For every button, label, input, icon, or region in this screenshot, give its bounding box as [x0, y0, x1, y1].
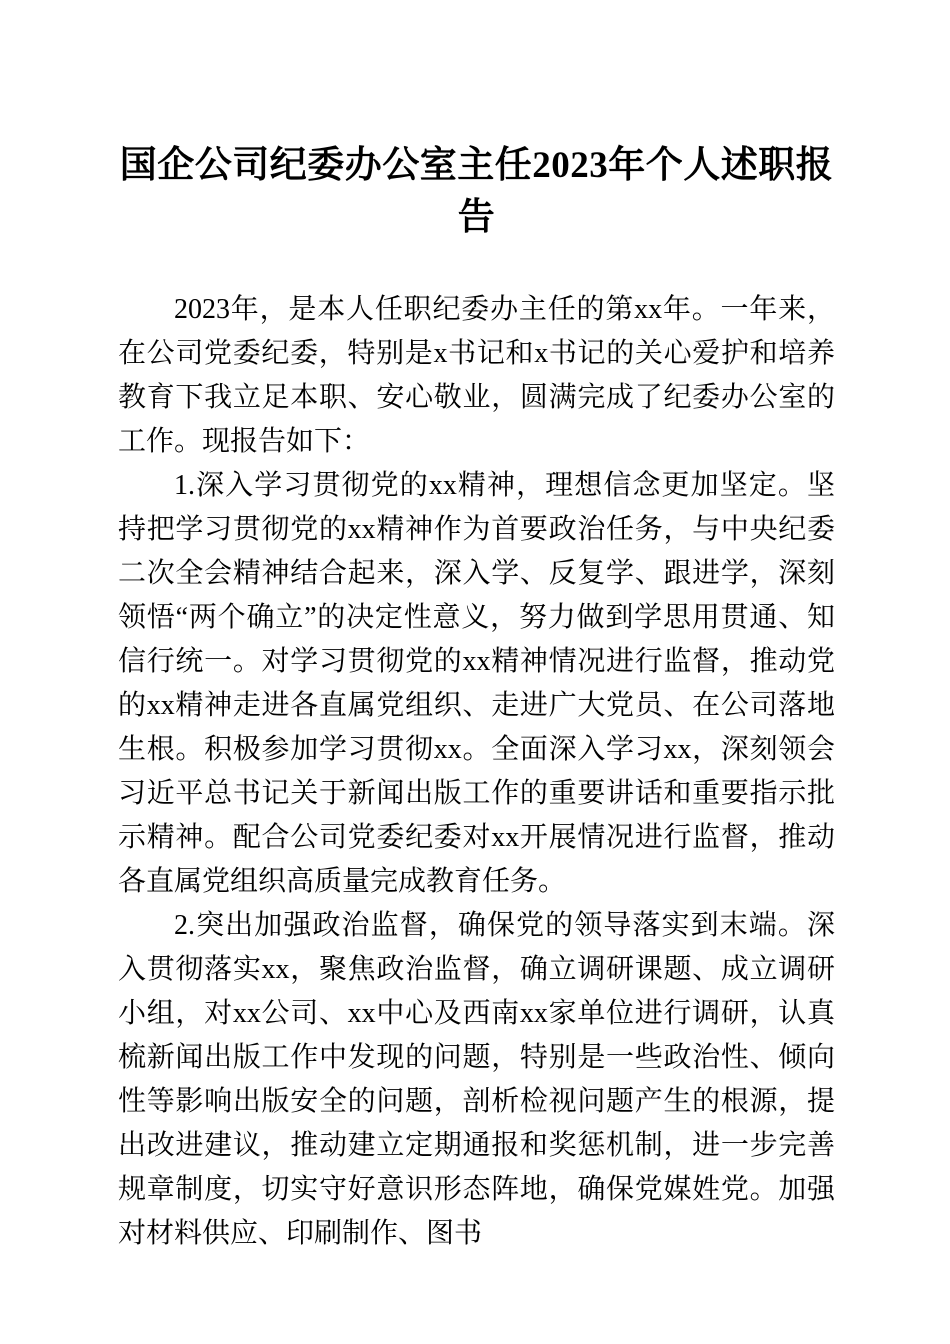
- paragraph-point-2: 2.突出加强政治监督，确保党的领导落实到末端。深入贯彻落实xx，聚焦政治监督，确立调研课题、成立调研小组，对xx公司、xx中心及西南xx家单位进行调研，认真梳新闻出版工作中发现的问题，特别是一些政治性、倾向性等影响出版安全的问题，剖析检视问题产生的根源，提出改进建议，推动建立定期通报和奖惩机制，进一步完善规章制度，切实守好意识形态阵地，确保党媒姓党。加强对材料供应、印刷制作、图书: [118, 910, 835, 1249]
- paragraph-point-1: 1.深入学习贯彻党的xx精神，理想信念更加坚定。坚持把学习贯彻党的xx精神作为首要政治任务，与中央纪委二次全会精神结合起来，深入学、反复学、跟进学，深刻领悟“两个确立”的决定性意义，努力做到学思用贯通、知信行统一。对学习贯彻党的xx精神情况进行监督，推动党的xx精神走进各直属党组织、走进广大党员、在公司落地生根。积极参加学习贯彻xx。全面深入学习xx，深刻领会习近平总书记关于新闻出版工作的重要讲话和重要指示批示精神。配合公司党委纪委对xx开展情况进行监督，推动各直属党组织高质量完成教育任务。: [118, 470, 835, 897]
- document-content: [118, 140, 835, 1256]
- document-body: [118, 288, 835, 1256]
- paragraph-intro: 2023年，是本人任职纪委办主任的第xx年。一年来，在公司党委纪委，特别是x书记和x书记的关心爱护和培养教育下我立足本职、安心敬业，圆满完成了纪委办公室的工作。现报告如下：: [118, 294, 835, 457]
- document-title: 国企公司纪委办公室主任2023年个人述职报告: [119, 145, 834, 238]
